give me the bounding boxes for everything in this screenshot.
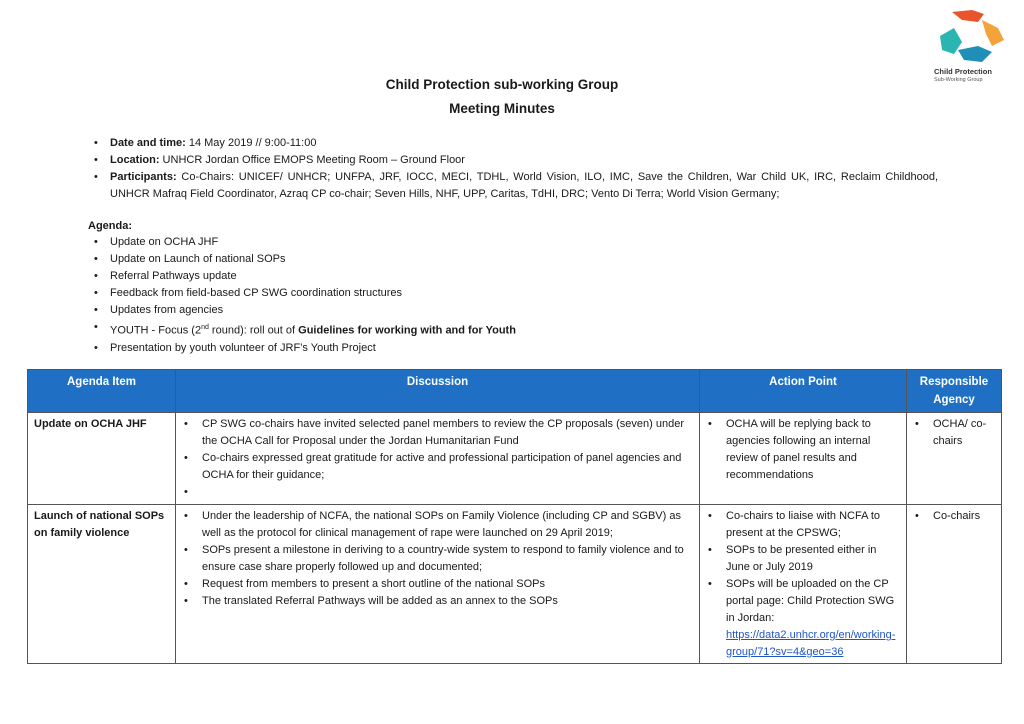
- participants-item: [88, 169, 938, 203]
- logo-line-1: Child Protection: [934, 67, 992, 76]
- agenda-list: [88, 234, 888, 357]
- participants-label: Participants:: [110, 171, 177, 183]
- youth-guidelines: Guidelines for working with and for Youth: [298, 324, 516, 337]
- hands-logo-icon: [932, 6, 1008, 68]
- agenda-item-youth: [88, 319, 888, 340]
- youth-text: YOUTH - Focus (2: [110, 324, 202, 337]
- document-title: Child Protection sub-working Group: [385, 77, 619, 92]
- column-header-responsible-agency: Responsible Agency: [907, 370, 1002, 413]
- action-point: • SOPs will be uploaded on the CP portal page: Child Protection SWG in Jordan:: [706, 576, 900, 627]
- table-row: [28, 505, 1002, 664]
- date-time-item: [88, 135, 938, 152]
- row-action-point: [700, 413, 907, 505]
- youth-sup: nd: [201, 324, 209, 331]
- table-row: [28, 413, 1002, 505]
- row-discussion: [176, 505, 700, 664]
- youth-text-mid: round): roll out of: [208, 324, 299, 337]
- table-header-row: [28, 370, 1002, 413]
- location-value: UNHCR Jordan Office EMOPS Meeting Room – Ground Floor: [159, 154, 465, 166]
- date-time-value: 14 May 2019 // 9:00-11:00: [185, 137, 317, 149]
- column-header-discussion: Discussion: [176, 370, 700, 413]
- agenda-item: • Feedback from field-based CP SWG coordination structures: [88, 285, 888, 302]
- column-header-action-point: Action Point: [700, 370, 907, 413]
- agenda-item: • Updates from agencies: [88, 302, 888, 319]
- agenda-item: • Update on Launch of national SOPs: [88, 251, 888, 268]
- discussion-point: • Co-chairs expressed great gratitude for active and professional participation of panel agencies and OCHA for their guidance;: [182, 450, 693, 484]
- minutes-table: [27, 369, 1002, 664]
- discussion-point: • SOPs present a milestone in deriving to a country-wide system to respond to family violence and to ensure case share properly followed up and documented;: [182, 542, 693, 576]
- row-agenda-item: Launch of national SOPs on family violence: [28, 505, 176, 664]
- row-responsible-agency: [907, 413, 1002, 505]
- row-responsible-agency: [907, 505, 1002, 664]
- document-subtitle: Meeting Minutes: [449, 101, 555, 116]
- participants-value: Co-Chairs: UNICEF/ UNHCR; UNFPA, JRF, IOCC, MECI, TDHL, World Vision, ILO, IMC, Save the Children, War Child UK, IRC, Reclaim Childhood, UNHCR Mafraq Field Coordinator, Azraq CP co-chair; Seven Hills, NHF, UPP, Caritas, TdHI, DRC; Vento Di Terra; World Vision Germany;: [110, 171, 938, 200]
- date-time-label: Date and time:: [110, 137, 186, 149]
- agenda-item: • Presentation by youth volunteer of JRF’s Youth Project: [88, 340, 888, 357]
- meeting-details-list: [88, 135, 938, 203]
- discussion-point: • CP SWG co-chairs have invited selected panel members to review the CP proposals (seven) under the OCHA Call for Proposal under the Jordan Humanitarian Fund: [182, 416, 693, 450]
- discussion-point: • The translated Referral Pathways will be added as an annex to the SOPs: [182, 593, 693, 610]
- row-agenda-item: Update on OCHA JHF: [28, 413, 176, 505]
- agency-item: • OCHA/ co-chairs: [913, 416, 995, 450]
- agency-item: • Co-chairs: [913, 508, 995, 525]
- agenda-item: • Update on OCHA JHF: [88, 234, 888, 251]
- cp-portal-link[interactable]: https://data2.unhcr.org/en/working-group/71?sv=4&geo=36: [726, 629, 896, 658]
- agenda-heading: Agenda:: [88, 220, 132, 232]
- location-item: [88, 152, 938, 169]
- row-discussion: [176, 413, 700, 505]
- logo-line-2: Sub-Working Group: [934, 77, 983, 83]
- location-label: Location:: [110, 154, 160, 166]
- action-point: • SOPs to be presented either in June or July 2019: [706, 542, 900, 576]
- agenda-item: • Referral Pathways update: [88, 268, 888, 285]
- discussion-point-empty: [182, 484, 693, 501]
- action-point: • OCHA will be replying back to agencies following an internal review of panel results and recommendations: [706, 416, 900, 484]
- row-action-point: [700, 505, 907, 664]
- discussion-point: • Under the leadership of NCFA, the national SOPs on Family Violence (including CP and SGBV) as well as the protocol for clinical management of rape were launched on 29 April 2019;: [182, 508, 693, 542]
- action-point: • Co-chairs to liaise with NCFA to present at the CPSWG;: [706, 508, 900, 542]
- discussion-point: • Request from members to present a short outline of the national SOPs: [182, 576, 693, 593]
- column-header-agenda-item: Agenda Item: [28, 370, 176, 413]
